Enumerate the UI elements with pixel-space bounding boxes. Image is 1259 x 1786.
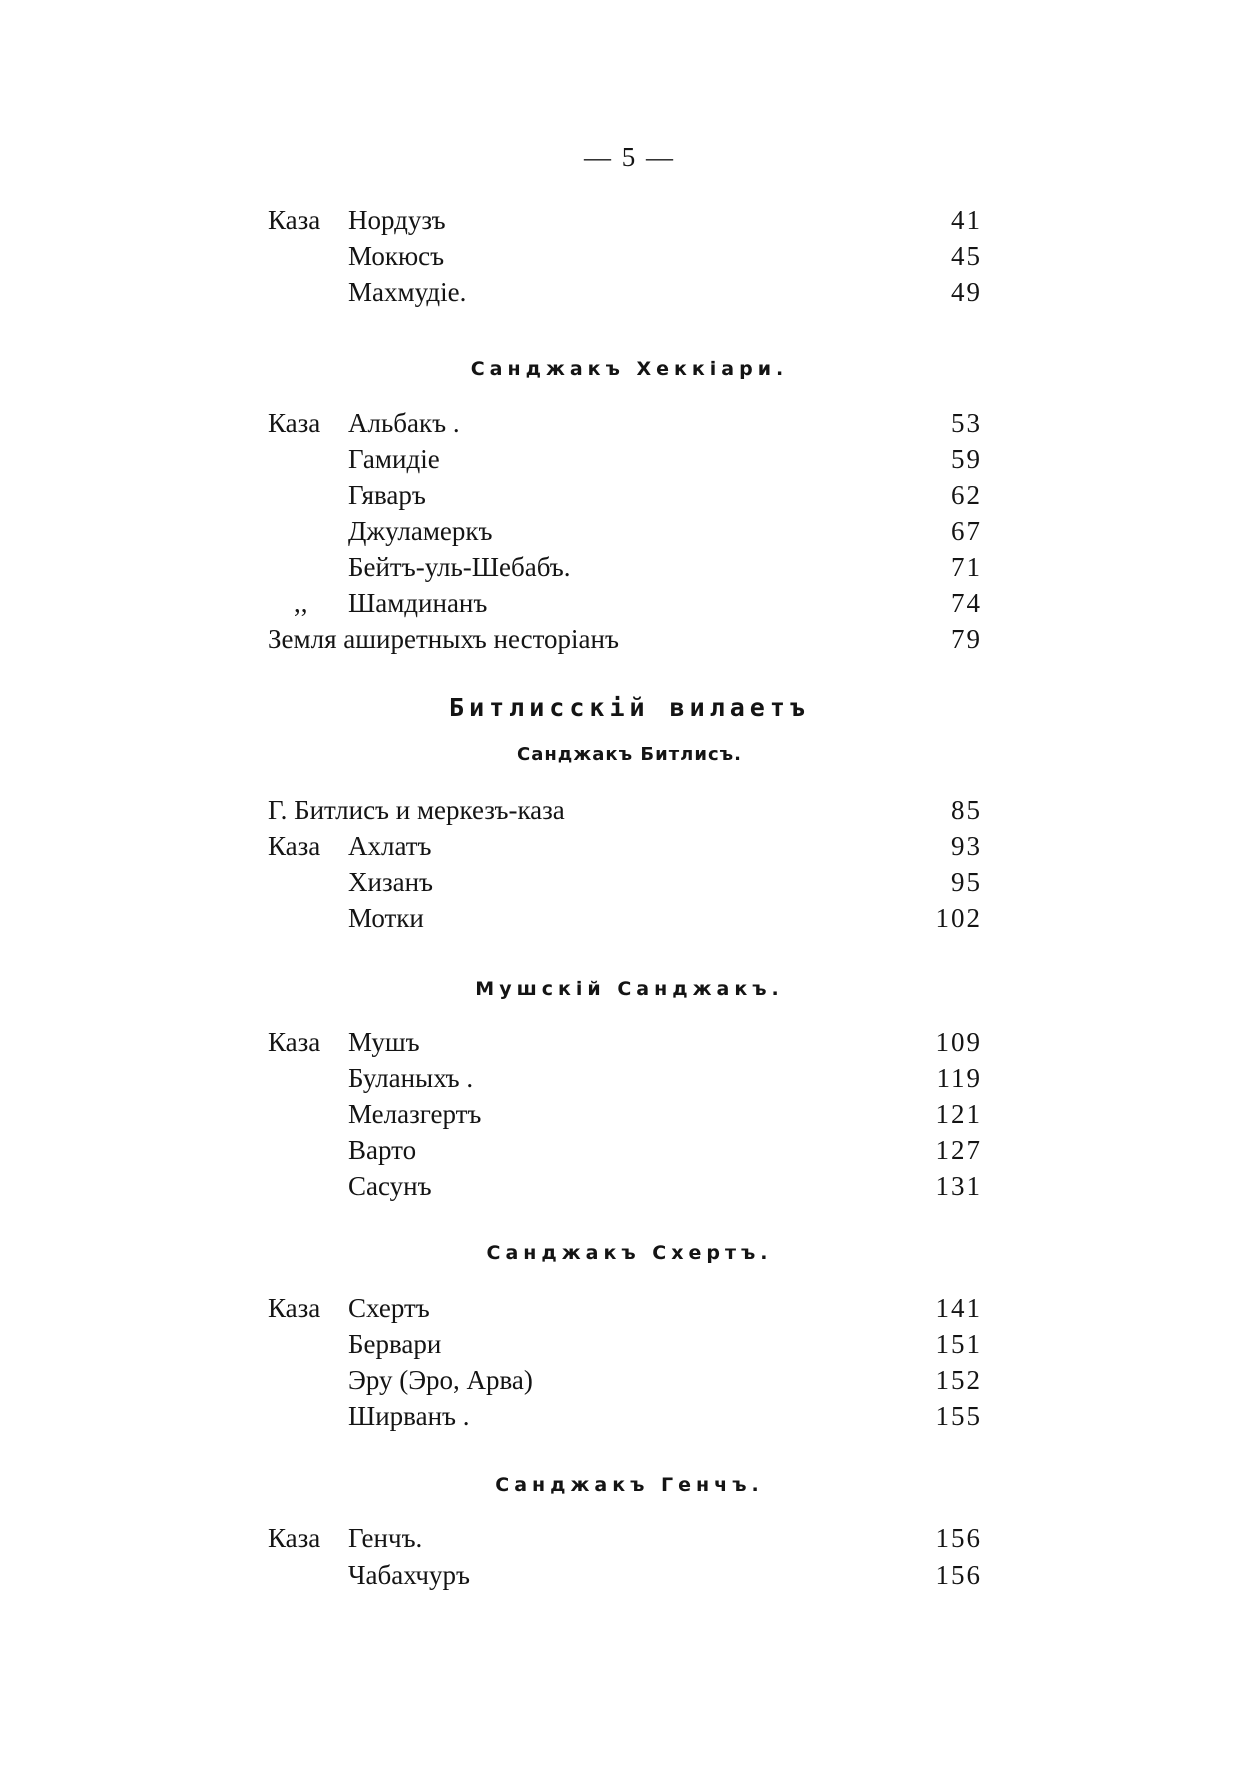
toc-row xyxy=(0,1290,1259,1326)
toc-entry-name: Мушъ xyxy=(348,1027,420,1057)
toc-entry-name: Хизанъ xyxy=(348,867,434,897)
toc-entry-name: Буланыхъ . xyxy=(348,1063,474,1093)
toc-row xyxy=(0,585,1259,621)
page-number: — 5 — xyxy=(584,142,675,172)
toc-row xyxy=(0,549,1259,585)
toc-entry-name: Шамдинанъ xyxy=(348,588,488,618)
toc-entry-name: Чабахчуръ xyxy=(348,1560,470,1590)
toc-page-number: 71 xyxy=(951,552,982,582)
toc-entry-name: Нордузъ xyxy=(348,205,446,235)
toc-page-number: 127 xyxy=(935,1135,982,1165)
toc-row xyxy=(0,477,1259,513)
toc-page-number: 93 xyxy=(951,831,982,861)
toc-page-number: 95 xyxy=(951,867,982,897)
section-heading: Санджакъ Генчъ. xyxy=(495,1474,764,1496)
toc-entry-name: Мокюсъ xyxy=(348,241,445,271)
toc-row xyxy=(0,621,1259,657)
toc-page-number: 109 xyxy=(935,1027,982,1057)
toc-page-number: 141 xyxy=(935,1293,982,1323)
toc-page-number: 62 xyxy=(951,480,982,510)
toc-entry-name: Гамидіе xyxy=(348,444,440,474)
toc-page-number: 49 xyxy=(951,277,982,307)
toc-page-number: 85 xyxy=(951,795,982,825)
toc-entry-name: Схертъ xyxy=(348,1293,430,1323)
toc-page-number: 59 xyxy=(951,444,982,474)
toc-page-number: 53 xyxy=(951,408,982,438)
toc-row xyxy=(0,405,1259,441)
toc-entry-name: Ширванъ . xyxy=(348,1401,470,1431)
toc-row xyxy=(0,202,1259,238)
toc-row xyxy=(0,1557,1259,1593)
toc-page-number: 74 xyxy=(951,588,982,618)
section-heading: Санджакъ Хеккіари. xyxy=(470,358,789,380)
section-heading: Санджакъ Битлисъ. xyxy=(517,744,742,765)
toc-entry-name: Сасунъ xyxy=(348,1171,432,1201)
toc-row xyxy=(0,1096,1259,1132)
ditto-mark: ,, xyxy=(294,588,308,618)
toc-row xyxy=(0,1060,1259,1096)
toc-entry-name: Бейтъ-уль-Шебабъ. xyxy=(348,552,571,582)
toc-entry-name: Мотки xyxy=(348,903,424,933)
toc-row xyxy=(0,1326,1259,1362)
toc-page-number: 79 xyxy=(951,624,982,654)
toc-page-number: 151 xyxy=(935,1329,982,1359)
toc-row xyxy=(0,274,1259,310)
toc-entry-name: Гяваръ xyxy=(348,480,426,510)
toc-row xyxy=(0,828,1259,864)
toc-page-number: 102 xyxy=(935,903,982,933)
toc-row xyxy=(0,1024,1259,1060)
section-heading: Мушскій Санджакъ. xyxy=(475,978,784,1000)
toc-row xyxy=(0,1132,1259,1168)
toc-row xyxy=(0,1168,1259,1204)
toc-prefix: Каза xyxy=(268,1523,321,1553)
vilayet-heading: Битлисскій вилаетъ xyxy=(449,693,810,722)
toc-entry-name: Эру (Эро, Арва) xyxy=(348,1365,533,1395)
toc-row xyxy=(0,900,1259,936)
toc-page-number: 119 xyxy=(936,1063,982,1093)
toc-entry-name: Земля аширетныхъ несторіанъ xyxy=(268,624,619,654)
toc-row xyxy=(0,792,1259,828)
toc-prefix: Каза xyxy=(268,831,321,861)
section-heading: Санджакъ Схертъ. xyxy=(486,1242,773,1264)
toc-page-number: 156 xyxy=(935,1560,982,1590)
toc-entry-name: Варто xyxy=(348,1135,417,1165)
toc-row xyxy=(0,1520,1259,1556)
toc-page-number: 41 xyxy=(951,205,982,235)
toc-entry-name: Альбакъ . xyxy=(348,408,460,438)
toc-prefix: Каза xyxy=(268,408,321,438)
toc-row xyxy=(0,238,1259,274)
toc-row xyxy=(0,1398,1259,1434)
toc-entry-name: Генчъ. xyxy=(348,1523,423,1553)
toc-entry-name: Бервари xyxy=(348,1329,442,1359)
toc-page-number: 131 xyxy=(935,1171,982,1201)
toc-prefix: Каза xyxy=(268,1293,321,1323)
toc-entry-name: Г. Битлисъ и меркезъ-каза xyxy=(268,795,565,825)
toc-page-number: 152 xyxy=(935,1365,982,1395)
toc-page-number: 156 xyxy=(935,1523,982,1553)
toc-entry-name: Мелазгертъ xyxy=(348,1099,482,1129)
toc-page-number: 45 xyxy=(951,241,982,271)
toc-prefix: Каза xyxy=(268,205,321,235)
toc-entry-name: Джуламеркъ xyxy=(348,516,493,546)
toc-row xyxy=(0,441,1259,477)
toc-page-number: 121 xyxy=(935,1099,982,1129)
toc-prefix: Каза xyxy=(268,1027,321,1057)
toc-page-number: 155 xyxy=(935,1401,982,1431)
toc-entry-name: Махмудіе. xyxy=(348,277,467,307)
toc-page-number: 67 xyxy=(951,516,982,546)
toc-row xyxy=(0,1362,1259,1398)
toc-row xyxy=(0,513,1259,549)
toc-row xyxy=(0,864,1259,900)
toc-entry-name: Ахлатъ xyxy=(348,831,432,861)
